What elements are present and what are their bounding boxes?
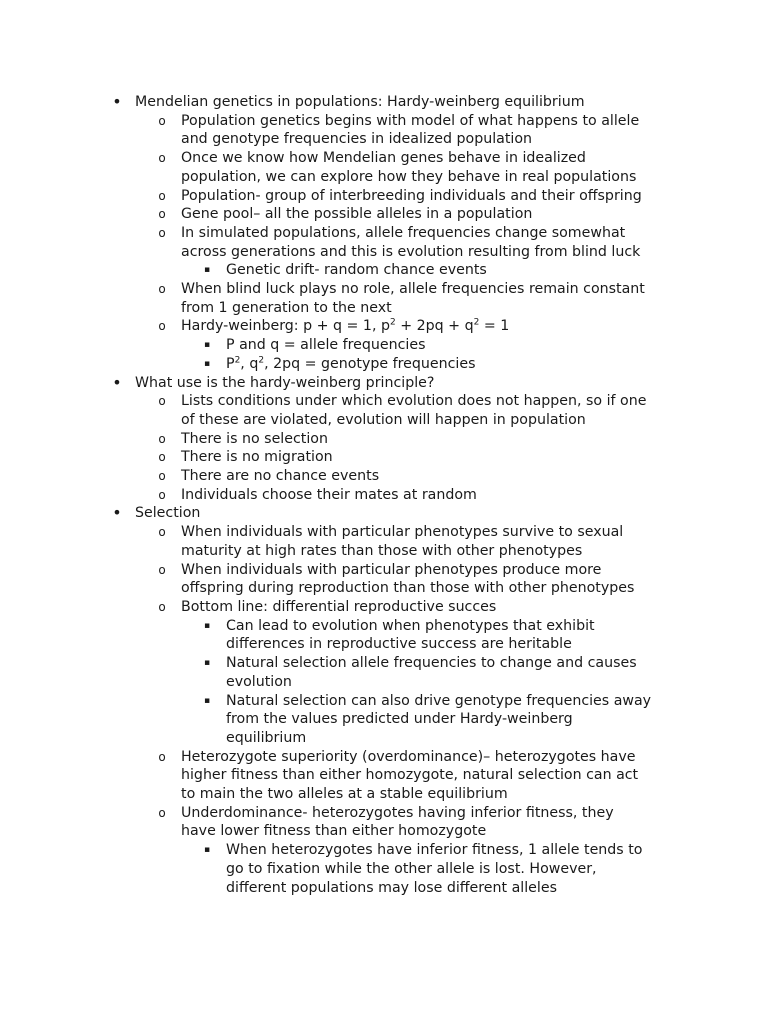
- list-item: [0, 448, 768, 467]
- list-item-text: population, we can explore how they behave in real populations: [181, 168, 637, 185]
- bullet-circle-icon: o: [158, 469, 166, 484]
- bullet-circle-icon: o: [158, 225, 166, 240]
- list-item: [0, 504, 768, 523]
- list-item-text: have lower fitness than either homozygote: [181, 823, 487, 840]
- list-item: [0, 523, 768, 560]
- list-item-text: Genetic drift- random chance events: [226, 262, 487, 279]
- list-item: [0, 317, 768, 336]
- list-item-text: higher fitness than either homozygote, natural selection can act: [181, 767, 639, 784]
- list-item-text: Bottom line: differential reproductive succes: [181, 598, 497, 615]
- bullet-circle-icon: o: [158, 450, 166, 465]
- bullet-square-icon: ▪: [203, 358, 211, 369]
- list-item-text: differences in reproductive success are heritable: [226, 636, 572, 653]
- bullet-square-icon: ▪: [203, 265, 211, 276]
- list-item: [0, 112, 768, 149]
- list-item: [0, 617, 768, 654]
- bullet-square-icon: ▪: [203, 845, 211, 856]
- list-item: [0, 486, 768, 505]
- list-item-text: from 1 generation to the next: [181, 299, 392, 316]
- outline-notes: [0, 93, 768, 897]
- list-item-text: Heterozygote superiority (overdominance)– heterozygotes have: [181, 748, 636, 765]
- list-item: [0, 336, 768, 355]
- list-item: [0, 654, 768, 691]
- list-item-text: equilibrium: [226, 729, 307, 746]
- list-item-text: from the values predicted under Hardy-weinberg: [226, 711, 573, 728]
- list-item: [0, 224, 768, 261]
- bullet-circle-icon: o: [158, 113, 166, 128]
- list-item-text: to main the two alleles at a stable equilibrium: [181, 786, 508, 803]
- bullet-circle-icon: o: [158, 805, 166, 820]
- list-item-text: When individuals with particular phenotypes survive to sexual: [181, 524, 624, 541]
- bullet-circle-icon: o: [158, 487, 166, 502]
- list-item: [0, 205, 768, 224]
- list-item-text: Underdominance- heterozygotes having inferior fitness, they: [181, 804, 614, 821]
- list-item: [0, 598, 768, 617]
- list-item: [0, 692, 768, 748]
- list-item-text: go to fixation while the other allele is lost. However,: [226, 860, 597, 877]
- list-item: [0, 841, 768, 897]
- list-item-text: Mendelian genetics in populations: Hardy-weinberg equilibrium: [135, 94, 585, 110]
- list-item-text: Hardy-weinberg: p + q = 1, $p^2 + 2pq + q^2 = 1$: [181, 317, 510, 335]
- list-item-text: Lists conditions under which evolution does not happen, so if one: [181, 393, 647, 410]
- bullet-circle-icon: o: [158, 431, 166, 446]
- bullet-circle-icon: o: [158, 562, 166, 577]
- list-item-text: There is no migration: [181, 449, 333, 466]
- list-item-text: P and q = allele frequencies: [226, 337, 426, 354]
- list-item-text: There is no selection: [181, 430, 328, 447]
- bullet-circle-icon: o: [158, 282, 166, 297]
- list-item-text: across generations and this is evolution resulting from blind luck: [181, 243, 641, 260]
- list-item-text: $P^2$, $q^2$, 2pq = genotype frequencies: [226, 355, 476, 372]
- list-item-text: Individuals choose their mates at random: [181, 486, 477, 503]
- list-item-text: There are no chance events: [181, 468, 380, 485]
- bullet-disc-icon: •: [112, 92, 122, 111]
- bullet-square-icon: ▪: [203, 658, 211, 669]
- bullet-square-icon: ▪: [203, 340, 211, 351]
- bullet-circle-icon: o: [158, 525, 166, 540]
- list-item: [0, 355, 768, 374]
- list-item-text: Can lead to evolution when phenotypes that exhibit: [226, 617, 595, 634]
- list-item: [0, 467, 768, 486]
- list-item: [0, 261, 768, 280]
- list-item-text: When heterozygotes have inferior fitness, 1 allele tends to: [226, 842, 643, 859]
- bullet-circle-icon: o: [158, 394, 166, 409]
- list-item: [0, 93, 768, 112]
- bullet-circle-icon: o: [158, 188, 166, 203]
- list-item-text: Natural selection allele frequencies to change and causes: [226, 655, 637, 672]
- list-item-text: In simulated populations, allele frequencies change somewhat: [181, 224, 626, 241]
- list-item-text: Population genetics begins with model of what happens to allele: [181, 112, 640, 129]
- list-item: [0, 804, 768, 841]
- list-item-text: of these are violated, evolution will happen in population: [181, 411, 586, 428]
- list-item: [0, 280, 768, 317]
- list-item-text: When individuals with particular phenotypes produce more: [181, 561, 602, 578]
- bullet-square-icon: ▪: [203, 620, 211, 631]
- list-item: [0, 430, 768, 449]
- bullet-circle-icon: o: [158, 319, 166, 334]
- list-item-text: What use is the hardy-weinberg principle?: [135, 374, 435, 391]
- list-item-text: Natural selection can also drive genotype frequencies away: [226, 692, 652, 709]
- list-item-text: When blind luck plays no role, allele frequencies remain constant: [181, 281, 645, 298]
- bullet-square-icon: ▪: [203, 695, 211, 706]
- bullet-circle-icon: o: [158, 207, 166, 222]
- list-item-text: Once we know how Mendelian genes behave in idealized: [181, 150, 586, 167]
- list-item: [0, 187, 768, 206]
- list-item: [0, 392, 768, 429]
- list-item-text: Selection: [135, 505, 201, 522]
- list-item: [0, 748, 768, 804]
- bullet-circle-icon: o: [158, 151, 166, 166]
- list-item-text: Gene pool– all the possible alleles in a population: [181, 206, 533, 223]
- bullet-disc-icon: •: [112, 503, 122, 523]
- list-item: [0, 374, 768, 393]
- list-item-text: evolution: [226, 673, 292, 690]
- list-item: [0, 561, 768, 598]
- list-item-text: different populations may lose different alleles: [226, 879, 557, 896]
- list-item-text: Population- group of interbreeding individuals and their offspring: [181, 187, 642, 204]
- list-item-text: offspring during reproduction than those with other phenotypes: [181, 580, 635, 597]
- bullet-circle-icon: o: [158, 749, 166, 764]
- list-item-text: and genotype frequencies in idealized population: [181, 131, 533, 148]
- bullet-circle-icon: o: [158, 599, 166, 614]
- list-item: [0, 149, 768, 186]
- bullet-disc-icon: •: [112, 372, 122, 392]
- list-item-text: maturity at high rates than those with other phenotypes: [181, 542, 583, 559]
